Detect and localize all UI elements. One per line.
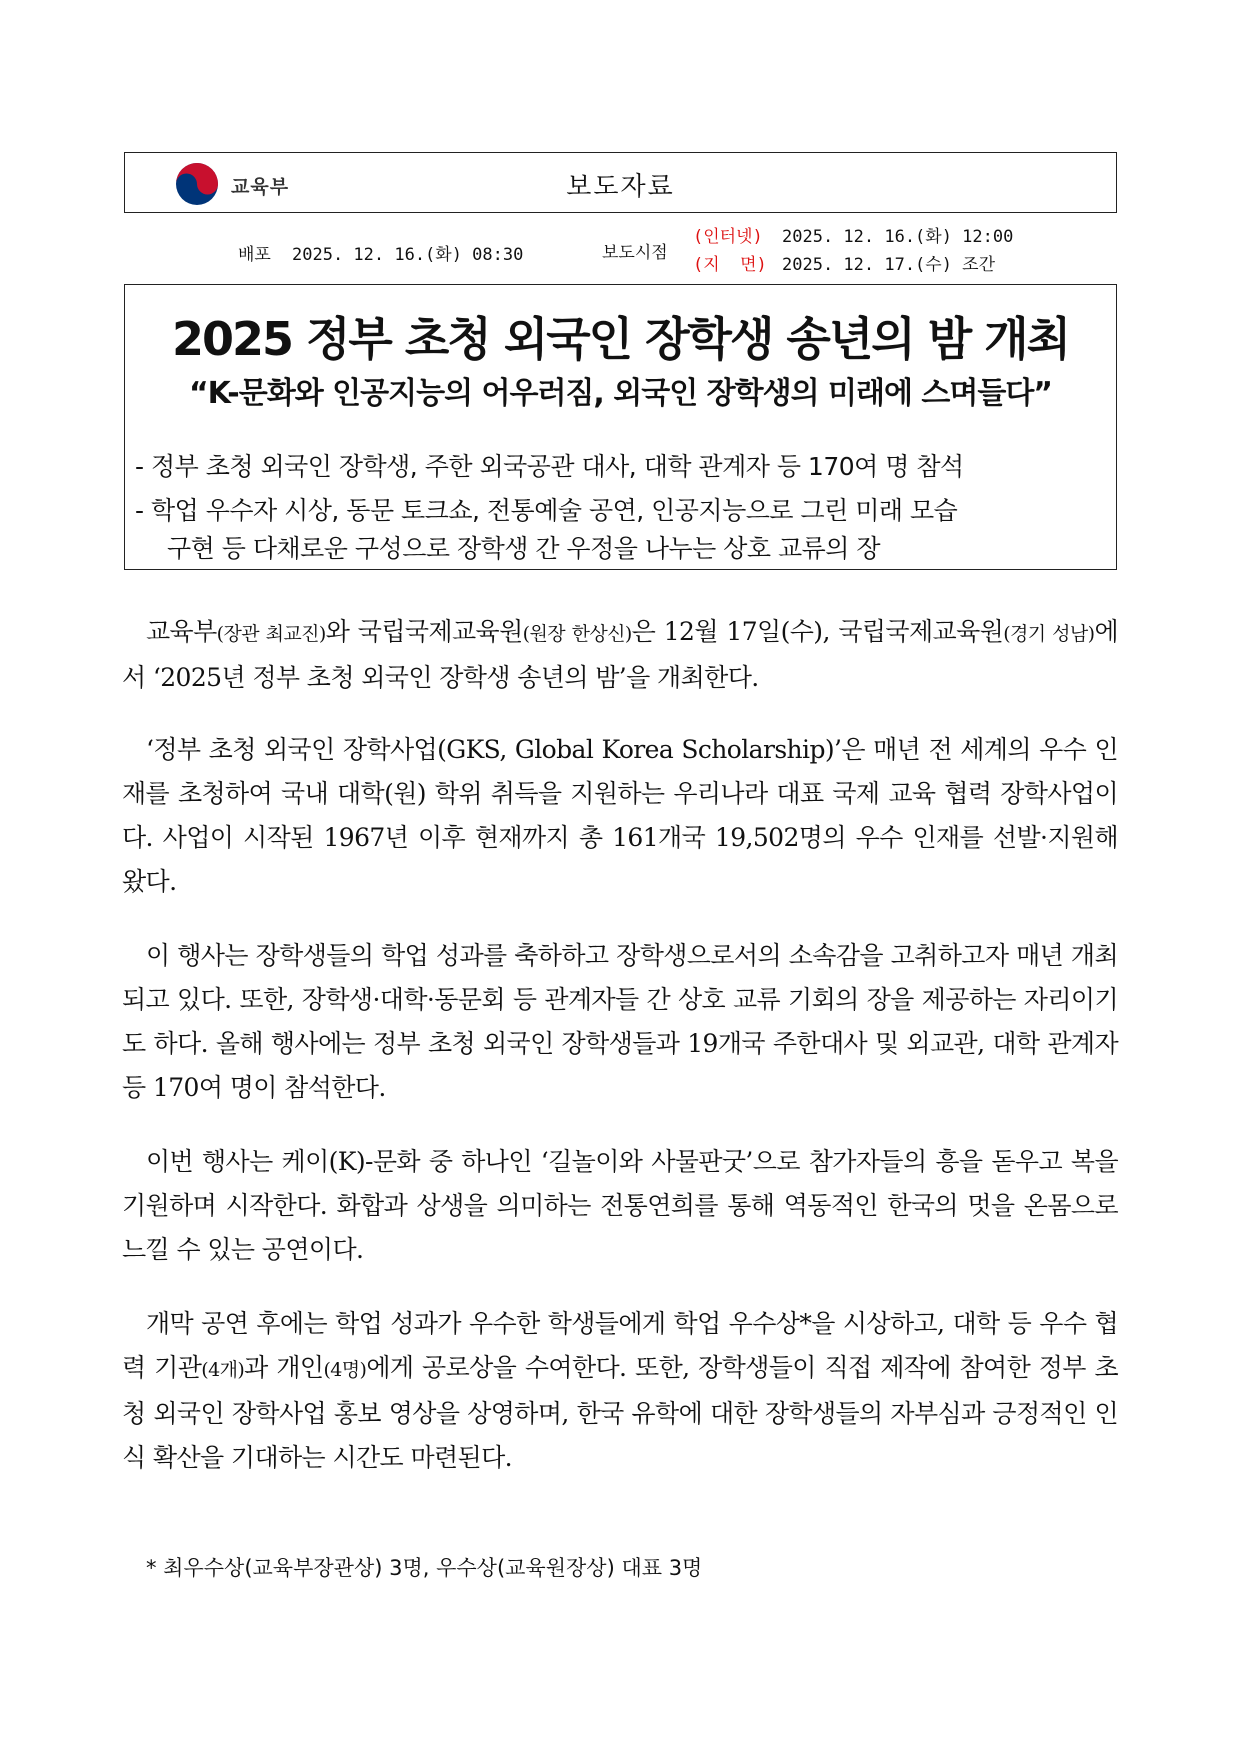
header-box: [124, 152, 1117, 213]
paragraph-3: 이 행사는 장학생들의 학업 성과를 축하하고 장학생으로서의 소속감을 고취하고자 매년 개최되고 있다. 또한, 장학생·대학·동문회 등 관계자들 간 상호 교류 기회의 장을 제공하는 자리이기도 하다. 올해 행사에는 정부 초청 외국인 장학생들과 19개국 주한대사 및 외교관, 대학 관계자 등 170여 명이 참석한다.: [122, 941, 1118, 1102]
text-run: 개막 공연 후에는 학업 성과가 우수한 학생들에게 학업 우수상*을 시상하고, 대학 등 우수 협력 기관: [122, 1309, 1118, 1382]
distribution-label: 배포: [238, 245, 271, 265]
note-run: (4명): [323, 1359, 367, 1381]
paragraph-5: [122, 1302, 1118, 1480]
paragraph-4: 이번 행사는 케이(K)-문화 중 하나인 ‘길놀이와 사물판굿’으로 참가자들의 흥을 돋우고 복을 기원하며 시작한다. 화합과 상생을 의미하는 전통연희를 통해 역동적인 한국의 멋을 온몸으로 느낄 수 있는 공연이다.: [122, 1147, 1118, 1264]
paragraph-1: [122, 610, 1118, 700]
note-run: (4개): [201, 1359, 245, 1381]
summary-bullet: - 정부 초청 외국인 장학생, 주한 외국공관 대사, 대학 관계자 등 170여 명 참석: [135, 452, 964, 481]
print-label: (지 면): [693, 255, 767, 275]
internet-label: (인터넷): [693, 227, 763, 247]
footnote: * 최우수상(교육부장관상) 3명, 우수상(교육원장상) 대표 3명: [146, 1556, 703, 1580]
summary-bullet-continuation: 구현 등 다채로운 구성으로 장학생 간 우정을 나누는 상호 교류의 장: [167, 534, 881, 563]
summary-bullet: - 학업 우수자 시상, 동문 토크쇼, 전통예술 공연, 인공지능으로 그린 미래 모습: [135, 496, 958, 525]
text-run: 에게 공로상을 수여한다. 또한, 장학생들이 직접 제작에 참여한 정부 초청 외국인 장학사업 홍보 영상을 상영하며, 한국 유학에 대한 장학생들의 자부심과 긍정적인 인식 확산을 기대하는 시간도 마련된다.: [122, 1353, 1119, 1472]
print-datetime: 2025. 12. 17.(수) 조간: [782, 255, 996, 275]
text-run: 은 12월 17일(수), 국립국제교육원: [631, 617, 1004, 646]
report-time-label: 보도시점: [602, 243, 668, 263]
subheadline: “K-문화와 인공지능의 어우러짐, 외국인 장학생의 미래에 스며들다”: [188, 376, 1053, 411]
note-run: (장관 최교진): [216, 623, 326, 645]
internet-datetime: 2025. 12. 16.(화) 12:00: [782, 227, 1014, 247]
paragraph-2: ‘정부 초청 외국인 장학사업(GKS, Global Korea Scholarship)’은 매년 전 세계의 우수 인재를 초청하여 국내 대학(원) 학위 취득을 지원하는 우리나라 대표 국제 교육 협력 장학사업이다. 사업이 시작된 1967년 이후 현재까지 총 161개국 19,502명의 우수 인재를 선발·지원해 왔다.: [122, 735, 1118, 896]
headline: 2025 정부 초청 외국인 장학생 송년의 밤 개최: [171, 312, 1070, 366]
text-run: 에서 ‘2025년 정부 초청 외국인 장학생 송년의 밤’을 개최한다.: [122, 617, 1119, 692]
note-run: (원장 한상신): [522, 623, 632, 645]
org-name: 교육부: [231, 176, 290, 198]
text-run: 와 국립국제교육원: [325, 617, 523, 646]
distribution-datetime: 2025. 12. 16.(화) 08:30: [292, 245, 524, 265]
note-run: (경기 성남): [1003, 623, 1095, 645]
document-type: 보도자료: [566, 172, 675, 202]
text-run: 교육부: [146, 617, 217, 646]
title-box: [124, 284, 1117, 570]
text-run: 과 개인: [244, 1353, 324, 1382]
